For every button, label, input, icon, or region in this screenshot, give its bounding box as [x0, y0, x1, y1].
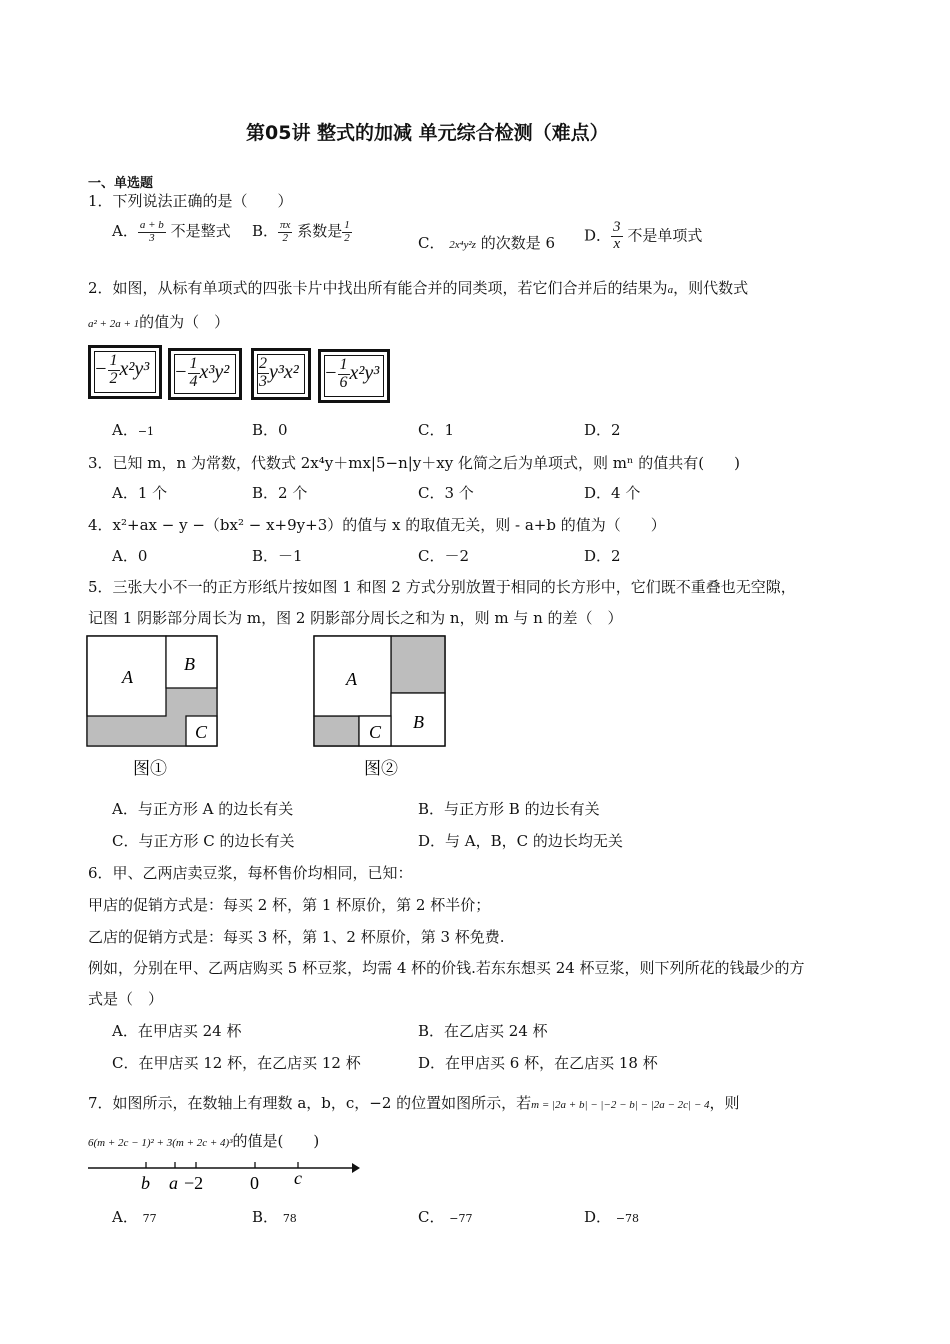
q3-option-d[interactable]: D．4 个 [584, 484, 641, 502]
q6-line2: 乙店的促销方式是：每买 3 杯，第 1、2 杯原价，第 3 杯免费. [88, 928, 505, 946]
q7-option-b[interactable]: B． 78 [252, 1208, 297, 1226]
q5-option-b[interactable]: B．与正方形 B 的边长有关 [418, 800, 600, 818]
q7-stem: 7．如图所示，在数轴上有理数 a，b，c，−2 的位置如图所示，若m = |2a + b| − |−2 − b| − |2a − 2c| − 4，则 [88, 1094, 740, 1112]
q1-a-fraction: $\frac{a + b}{3}$ [139, 219, 164, 244]
svg-text:A: A [122, 667, 133, 687]
q4-option-d[interactable]: D．2 [584, 547, 621, 565]
q6-option-d[interactable]: D．在甲店买 6 杯，在乙店买 18 杯 [418, 1054, 658, 1072]
svg-text:A: A [346, 669, 357, 689]
q5-figure-2 [314, 636, 445, 746]
q6-line4: 式是（ ） [88, 990, 164, 1008]
q6-option-b[interactable]: B．在乙店买 24 杯 [418, 1022, 548, 1040]
q5-figures [80, 630, 460, 780]
q4-option-c[interactable]: C．－2 [418, 547, 470, 565]
q5-figure-1 [87, 636, 217, 746]
q2-card-3: $\frac{2}{3}$ y³x² [251, 348, 311, 400]
q2-card-1: − $\frac{1}{2}$ x²y³ [88, 345, 162, 399]
q5-fig2-shade-bottom [314, 716, 359, 746]
q3-option-a[interactable]: A．1 个 [112, 484, 168, 502]
q2-option-c[interactable]: C．1 [418, 421, 455, 439]
svg-text:C: C [195, 722, 208, 742]
svg-text:C: C [369, 722, 382, 742]
q7-label-neg2: −2 [184, 1173, 204, 1193]
q7-option-a[interactable]: A． 77 [112, 1208, 157, 1226]
q7-label-b: b [141, 1173, 150, 1193]
q1-option-d[interactable]: D． $\frac{3}{x}$ 不是单项式 [584, 219, 703, 252]
q2-stem-line2: a² + 2a + 1的值为（ ） [88, 313, 230, 331]
q6-option-c[interactable]: C．在甲店买 12 杯，在乙店买 12 杯 [112, 1054, 361, 1072]
q1-option-b[interactable]: B． $\frac{\pi x}{2}$ 系数是 $\frac{1}{2}$ [252, 219, 350, 244]
q3-option-b[interactable]: B．2 个 [252, 484, 308, 502]
q1-option-a[interactable]: A． $\frac{a + b}{3}$ 不是整式 [112, 219, 231, 244]
q5-fig2-shade-top [391, 636, 445, 693]
svg-text:B: B [413, 712, 424, 732]
q7-option-c[interactable]: C． −77 [418, 1208, 473, 1226]
q6-line3: 例如，分别在甲、乙两店购买 5 杯豆浆，均需 4 杯的价钱.若东东想买 24 杯豆浆，则下列所花的钱最少的方 [88, 959, 805, 977]
q5-stem-line1: 5．三张大小不一的正方形纸片按如图 1 和图 2 方式分别放置于相同的长方形中，它们既不重叠也无空隙， [88, 578, 796, 596]
q7-number-line [84, 1158, 374, 1194]
q5-stem-line2: 记图 1 阴影部分周长为 m，图 2 阴影部分周长之和为 n，则 m 与 n 的差（ ） [88, 609, 623, 627]
q3-option-c[interactable]: C．3 个 [418, 484, 474, 502]
q7-label-c: c [294, 1168, 302, 1188]
page-title: 第05讲 整式的加减 单元综合检测（难点） [246, 122, 609, 144]
q1-b-coef-fraction: $\frac{1}{2}$ [344, 219, 350, 244]
q7-axis-arrow [352, 1163, 360, 1173]
q6-option-a[interactable]: A．在甲店买 24 杯 [112, 1022, 242, 1040]
q2-stem: 2．如图，从标有单项式的四张卡片中找出所有能合并的同类项，若它们合并后的结果为a，则代数式 [88, 279, 749, 297]
q2-card-4: − $\frac{1}{6}$ x²y³ [318, 349, 390, 403]
q7-label-a: a [169, 1173, 178, 1193]
q2-option-d[interactable]: D．2 [584, 421, 621, 439]
q5-option-c[interactable]: C．与正方形 C 的边长有关 [112, 832, 295, 850]
q1-option-c[interactable]: C． 2x⁴y²z 的次数是 6 [418, 234, 556, 252]
q1-b-fraction: $\frac{\pi x}{2}$ [280, 219, 291, 244]
q2-card-2: − $\frac{1}{4}$ x³y² [168, 348, 242, 400]
q4-stem: 4．x²+ax − y −（bx² − x+9y+3）的值与 x 的取值无关，则 - a+b 的值为（ ） [88, 516, 666, 534]
q6-stem: 6．甲、乙两店卖豆浆，每杯售价均相同，已知： [88, 864, 413, 882]
q6-line1: 甲店的促销方式是：每买 2 杯，第 1 杯原价，第 2 杯半价； [88, 896, 491, 914]
q1-d-fraction: $\frac{3}{x}$ [613, 219, 621, 252]
q5-fig1-label: 图① [133, 759, 167, 778]
section-heading: 一、单选题 [88, 176, 154, 191]
q4-option-b[interactable]: B．－1 [252, 547, 303, 565]
q5-fig2-label: 图② [364, 759, 398, 778]
q5-option-a[interactable]: A．与正方形 A 的边长有关 [112, 800, 294, 818]
q5-option-d[interactable]: D．与 A，B，C 的边长均无关 [418, 832, 623, 850]
q7-stem-line2: 6(m + 2c − 1)² + 3(m + 2c + 4)³的值是( ) [88, 1132, 320, 1150]
q3-stem: 3．已知 m，n 为常数，代数式 2x⁴y＋mx|5−n|y＋xy 化简之后为单项式，则 mⁿ 的值共有( ) [88, 454, 740, 472]
q4-option-a[interactable]: A．0 [112, 547, 148, 565]
q2-option-a[interactable]: A．−1 [112, 421, 155, 439]
svg-text:B: B [184, 654, 195, 674]
q7-option-d[interactable]: D． −78 [584, 1208, 640, 1226]
q2-option-b[interactable]: B．0 [252, 421, 288, 439]
q7-label-zero: 0 [250, 1173, 259, 1193]
q1-stem: 1．下列说法正确的是（ ） [88, 192, 293, 210]
